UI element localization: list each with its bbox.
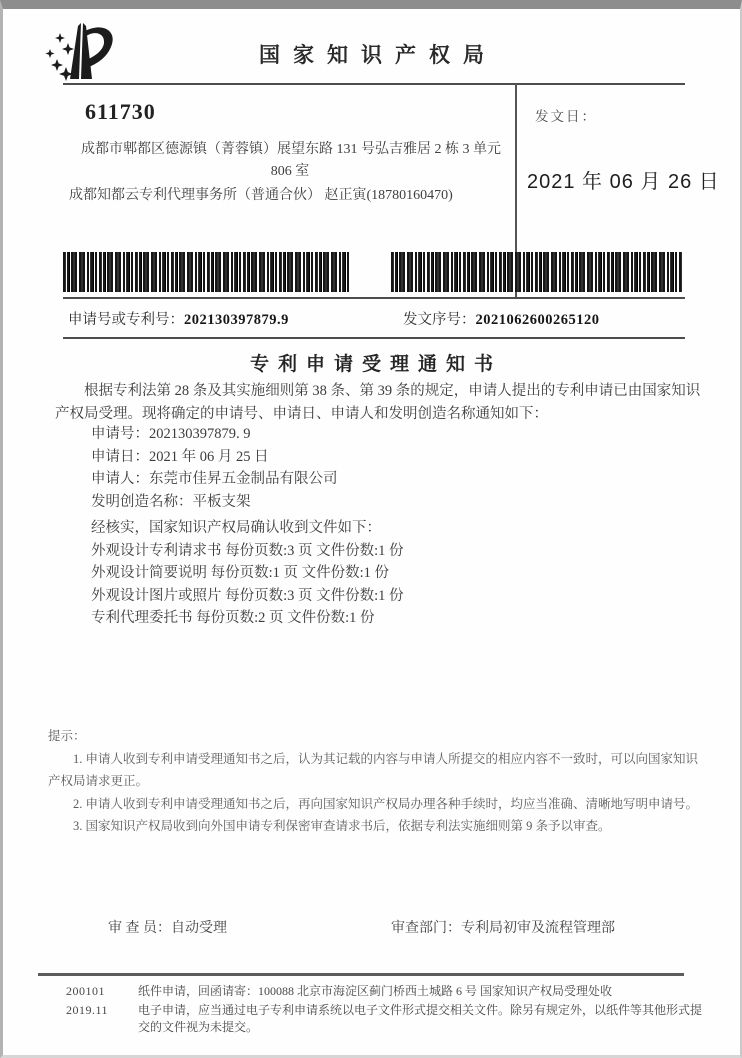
- header-divider: [63, 83, 685, 85]
- divider-above-reference: [63, 297, 685, 299]
- received-file-item: 外观设计简要说明 每份页数:1 页 文件份数:1 份: [91, 565, 390, 581]
- field-applicant: 申请人：东莞市佳昇五金制品有限公司: [91, 471, 338, 487]
- field-application-date: 申请日：2021 年 06 月 25 日: [91, 448, 269, 465]
- examiner: [108, 917, 227, 937]
- recipient-agent-line: 成都知都云专利代理事务所（普通合伙） 赵正寅(18780160470): [69, 188, 453, 203]
- recipient-address-line1: 成都市郫都区德源镇（菁蓉镇）展望东路 131 号弘吉雅居 2 栋 3 单元: [81, 142, 501, 157]
- review-department: [391, 917, 615, 937]
- footer-line-electronic: 电子申请，应当通过电子专利申请系统以电子文件形式提交相关文件。除另有规定外，以纸件等其他形式提交的文件视为未提交。: [138, 1002, 703, 1034]
- field-application-no: 申请号：202130397879. 9: [91, 426, 251, 442]
- serial-number: [403, 308, 600, 329]
- issue-date-label: 发文日：: [535, 109, 597, 124]
- postal-code: 611730: [85, 99, 156, 124]
- application-number-value: 202130397879.9: [184, 312, 289, 328]
- footer-form-date: 2019.11: [66, 1002, 109, 1017]
- footer-form-code: 200101: [66, 984, 105, 998]
- tip-item: 3. 国家知识产权局收到向外国申请专利保密审查请求书后，依据专利法实施细则第 9 条予以审查。: [73, 819, 611, 833]
- department-label: 审查部门：: [391, 921, 461, 936]
- field-invention-title: 发明创造名称：平板支架: [91, 493, 251, 510]
- application-fields: [91, 423, 338, 513]
- reference-row: [63, 308, 685, 334]
- examiner-label: 审 查 员：: [108, 921, 171, 936]
- application-number: [68, 308, 289, 329]
- notice-title: 专利申请受理通知书: [249, 354, 502, 375]
- serial-number-label: 发文序号：: [403, 312, 476, 328]
- department-value: 专利局初审及流程管理部: [461, 921, 615, 936]
- received-file-item: 外观设计图片或照片 每份页数:3 页 文件份数:1 份: [91, 587, 404, 604]
- footer-block: [66, 983, 710, 1037]
- received-file-item: 专利代理委托书 每份页数:2 页 文件份数:1 份: [91, 610, 375, 626]
- tip-item: 1. 申请人收到专利申请受理通知书之后，认为其记载的内容与申请人所提交的相应内容不一致时，可以向国家知识产权局请求更正。: [48, 751, 699, 788]
- tip-item: 2. 申请人收到专利申请受理通知书之后，再向国家知识产权局办理各种手续时，均应当准确、清晰地写明申请号。: [73, 796, 699, 811]
- signoff-row: [63, 917, 685, 939]
- received-files-block: [91, 517, 404, 630]
- footer-line-paper: 纸件申请，回函请寄：100088 北京市海淀区蓟门桥西土城路 6 号 国家知识产权局受理处收: [138, 984, 613, 998]
- tips-block: [48, 725, 710, 838]
- tips-label: 提示：: [48, 729, 86, 743]
- serial-number-value: 2021062600265120: [475, 312, 600, 328]
- barcode-application: [63, 252, 351, 292]
- barcode-serial: [391, 252, 683, 292]
- divider-below-reference: [63, 337, 685, 339]
- received-file-item: 外观设计专利请求书 每份页数:3 页 文件份数:1 份: [91, 542, 404, 559]
- recipient-address-line2: 806 室: [270, 164, 310, 179]
- examiner-value: 自动受理: [171, 921, 227, 936]
- issue-date-value: 2021 年 06 月 26 日: [527, 171, 720, 193]
- agency-title: 国家知识产权局: [259, 43, 497, 67]
- recipient-block: [69, 99, 511, 207]
- footer-divider: [38, 973, 684, 976]
- received-files-intro: 经核实，国家知识产权局确认收到文件如下：: [91, 520, 381, 536]
- application-number-label: 申请号或专利号：: [68, 312, 184, 328]
- notice-intro: 根据专利法第 28 条及其实施细则第 38 条、第 39 条的规定，申请人提出的专利申请已由国家知识产权局受理。现将确定的申请号、申请日、申请人和发明创造名称通知如下：: [55, 383, 701, 422]
